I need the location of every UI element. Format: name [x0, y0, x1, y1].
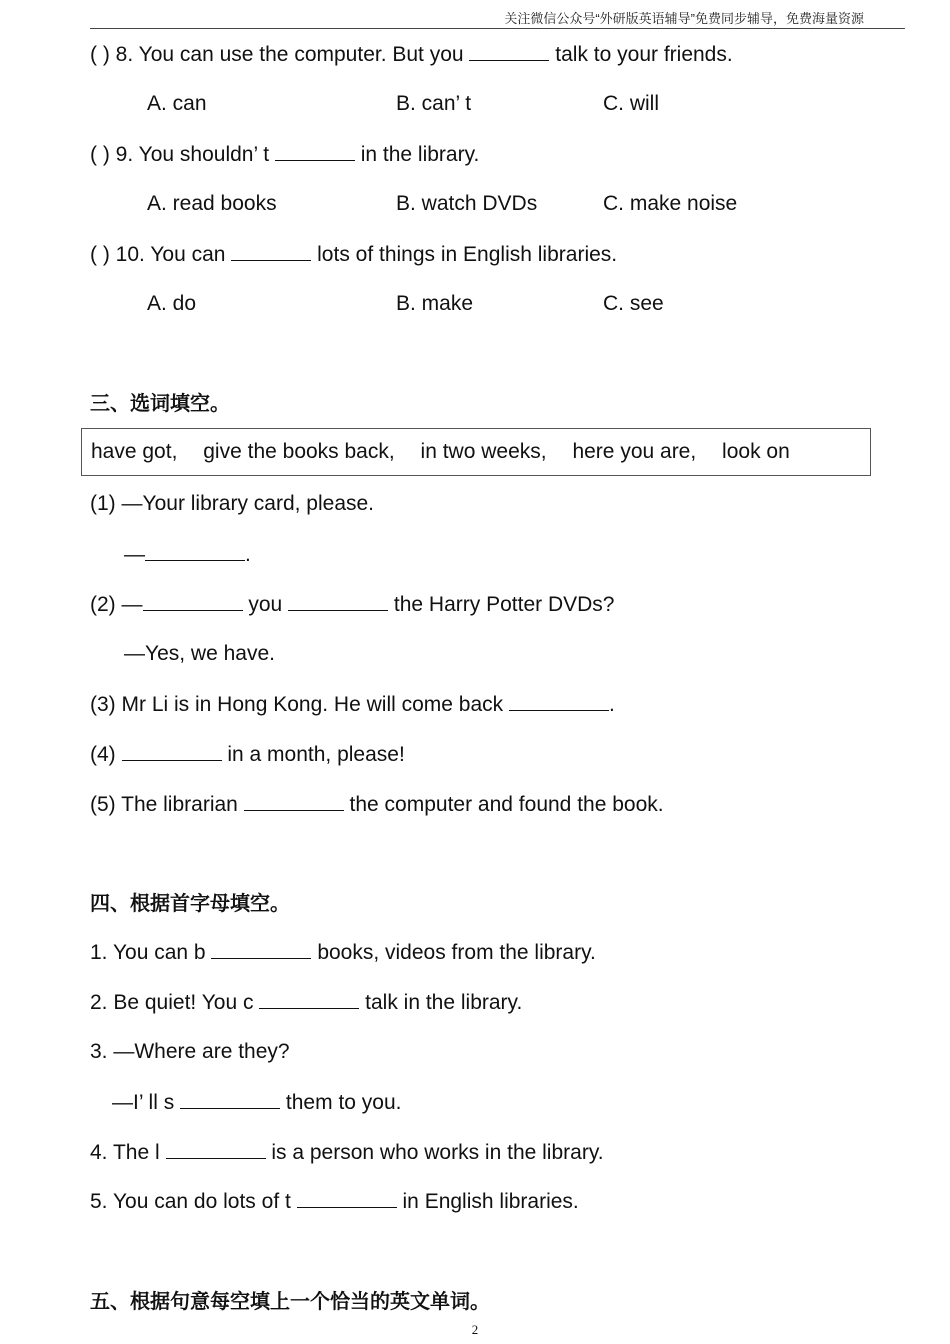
s3-question-1-b	[124, 540, 251, 569]
word-bank-item: in two weeks,	[420, 440, 547, 463]
section-3-title: 三、选词填空。	[90, 393, 230, 415]
section-4-title: 四、根据首字母填空。	[90, 893, 290, 915]
s4-question-1	[90, 938, 596, 967]
option-c: C. see	[603, 292, 664, 315]
answer-blank[interactable]	[259, 988, 359, 1009]
dash: —	[124, 543, 145, 566]
word-bank-item: give the books back,	[203, 440, 395, 463]
answer-paren: ( )	[90, 43, 110, 66]
header-rule	[90, 28, 905, 29]
question-text: 2. Be quiet! You c	[90, 991, 254, 1014]
answer-paren: ( )	[90, 243, 110, 266]
question-9	[90, 140, 479, 169]
s3-question-5	[90, 790, 664, 819]
question-text: 9. You shouldn’ t	[115, 143, 270, 166]
question-text-end: in a month, please!	[227, 743, 405, 766]
period: .	[609, 693, 615, 716]
answer-blank[interactable]	[231, 240, 311, 261]
question-text-end: is a person who works in the library.	[271, 1141, 604, 1164]
period: .	[245, 543, 251, 566]
s3-question-4	[90, 740, 405, 769]
answer-blank[interactable]	[143, 590, 243, 611]
s4-question-2	[90, 988, 522, 1017]
question-text: (2) —	[90, 593, 143, 616]
answer-blank[interactable]	[288, 590, 388, 611]
question-text: —I’ ll s	[112, 1091, 175, 1114]
question-10	[90, 240, 617, 269]
option-a: A. read books	[147, 192, 277, 215]
question-text-end: talk in the library.	[365, 991, 523, 1014]
answer-blank[interactable]	[211, 938, 311, 959]
question-text: 5. You can do lots of t	[90, 1190, 291, 1213]
answer-blank[interactable]	[509, 690, 609, 711]
question-text-end: the Harry Potter DVDs?	[393, 593, 615, 616]
section-5-title: 五、根据句意每空填上一个恰当的英文单词。	[90, 1291, 490, 1313]
s4-question-4	[90, 1138, 604, 1167]
word-bank-item: here you are,	[572, 440, 697, 463]
question-text-end: the computer and found the book.	[349, 793, 664, 816]
s4-question-5	[90, 1187, 579, 1216]
question-text: (4)	[90, 743, 116, 766]
s3-question-2-answer: —Yes, we have.	[124, 642, 275, 665]
option-a: A. can	[147, 92, 207, 115]
answer-blank[interactable]	[244, 790, 344, 811]
answer-paren: ( )	[90, 143, 110, 166]
question-8	[90, 40, 733, 69]
word-bank-item: have got,	[91, 440, 178, 463]
s3-question-3	[90, 690, 615, 719]
s4-question-3-a: 3. —Where are they?	[90, 1040, 290, 1063]
question-text-end: books, videos from the library.	[317, 941, 596, 964]
answer-blank[interactable]	[469, 40, 549, 61]
question-text-end: lots of things in English libraries.	[317, 243, 618, 266]
question-text: (5) The librarian	[90, 793, 238, 816]
s3-question-2	[90, 590, 614, 619]
option-c: C. make noise	[603, 192, 738, 215]
answer-blank[interactable]	[145, 540, 245, 561]
answer-blank[interactable]	[166, 1138, 266, 1159]
s4-question-3-b	[112, 1088, 401, 1117]
question-text: 8. You can use the computer. But you	[115, 43, 464, 66]
answer-blank[interactable]	[275, 140, 355, 161]
option-b: B. make	[396, 292, 474, 315]
question-text-end: them to you.	[285, 1091, 402, 1114]
page-number: 2	[471, 1322, 479, 1337]
option-b: B. can’ t	[396, 92, 472, 115]
question-text: 1. You can b	[90, 941, 206, 964]
word-bank	[81, 428, 871, 476]
question-text: 10. You can	[115, 243, 226, 266]
option-c: C. will	[603, 92, 659, 115]
header-text: 关注微信公众号“外研版英语辅导”免费同步辅导，免费海量资源	[504, 11, 864, 26]
question-text-end: talk to your friends.	[555, 43, 733, 66]
answer-blank[interactable]	[122, 740, 222, 761]
question-text: 4. The l	[90, 1141, 160, 1164]
question-text-mid: you	[248, 593, 283, 616]
answer-blank[interactable]	[297, 1187, 397, 1208]
option-a: A. do	[147, 292, 197, 315]
option-b: B. watch DVDs	[396, 192, 538, 215]
question-text: (3) Mr Li is in Hong Kong. He will come back	[90, 693, 504, 716]
s3-question-1-a: (1) —Your library card, please.	[90, 492, 375, 515]
question-text-end: in the library.	[360, 143, 480, 166]
word-bank-item: look on	[722, 440, 790, 463]
answer-blank[interactable]	[180, 1088, 280, 1109]
question-text-end: in English libraries.	[402, 1190, 579, 1213]
